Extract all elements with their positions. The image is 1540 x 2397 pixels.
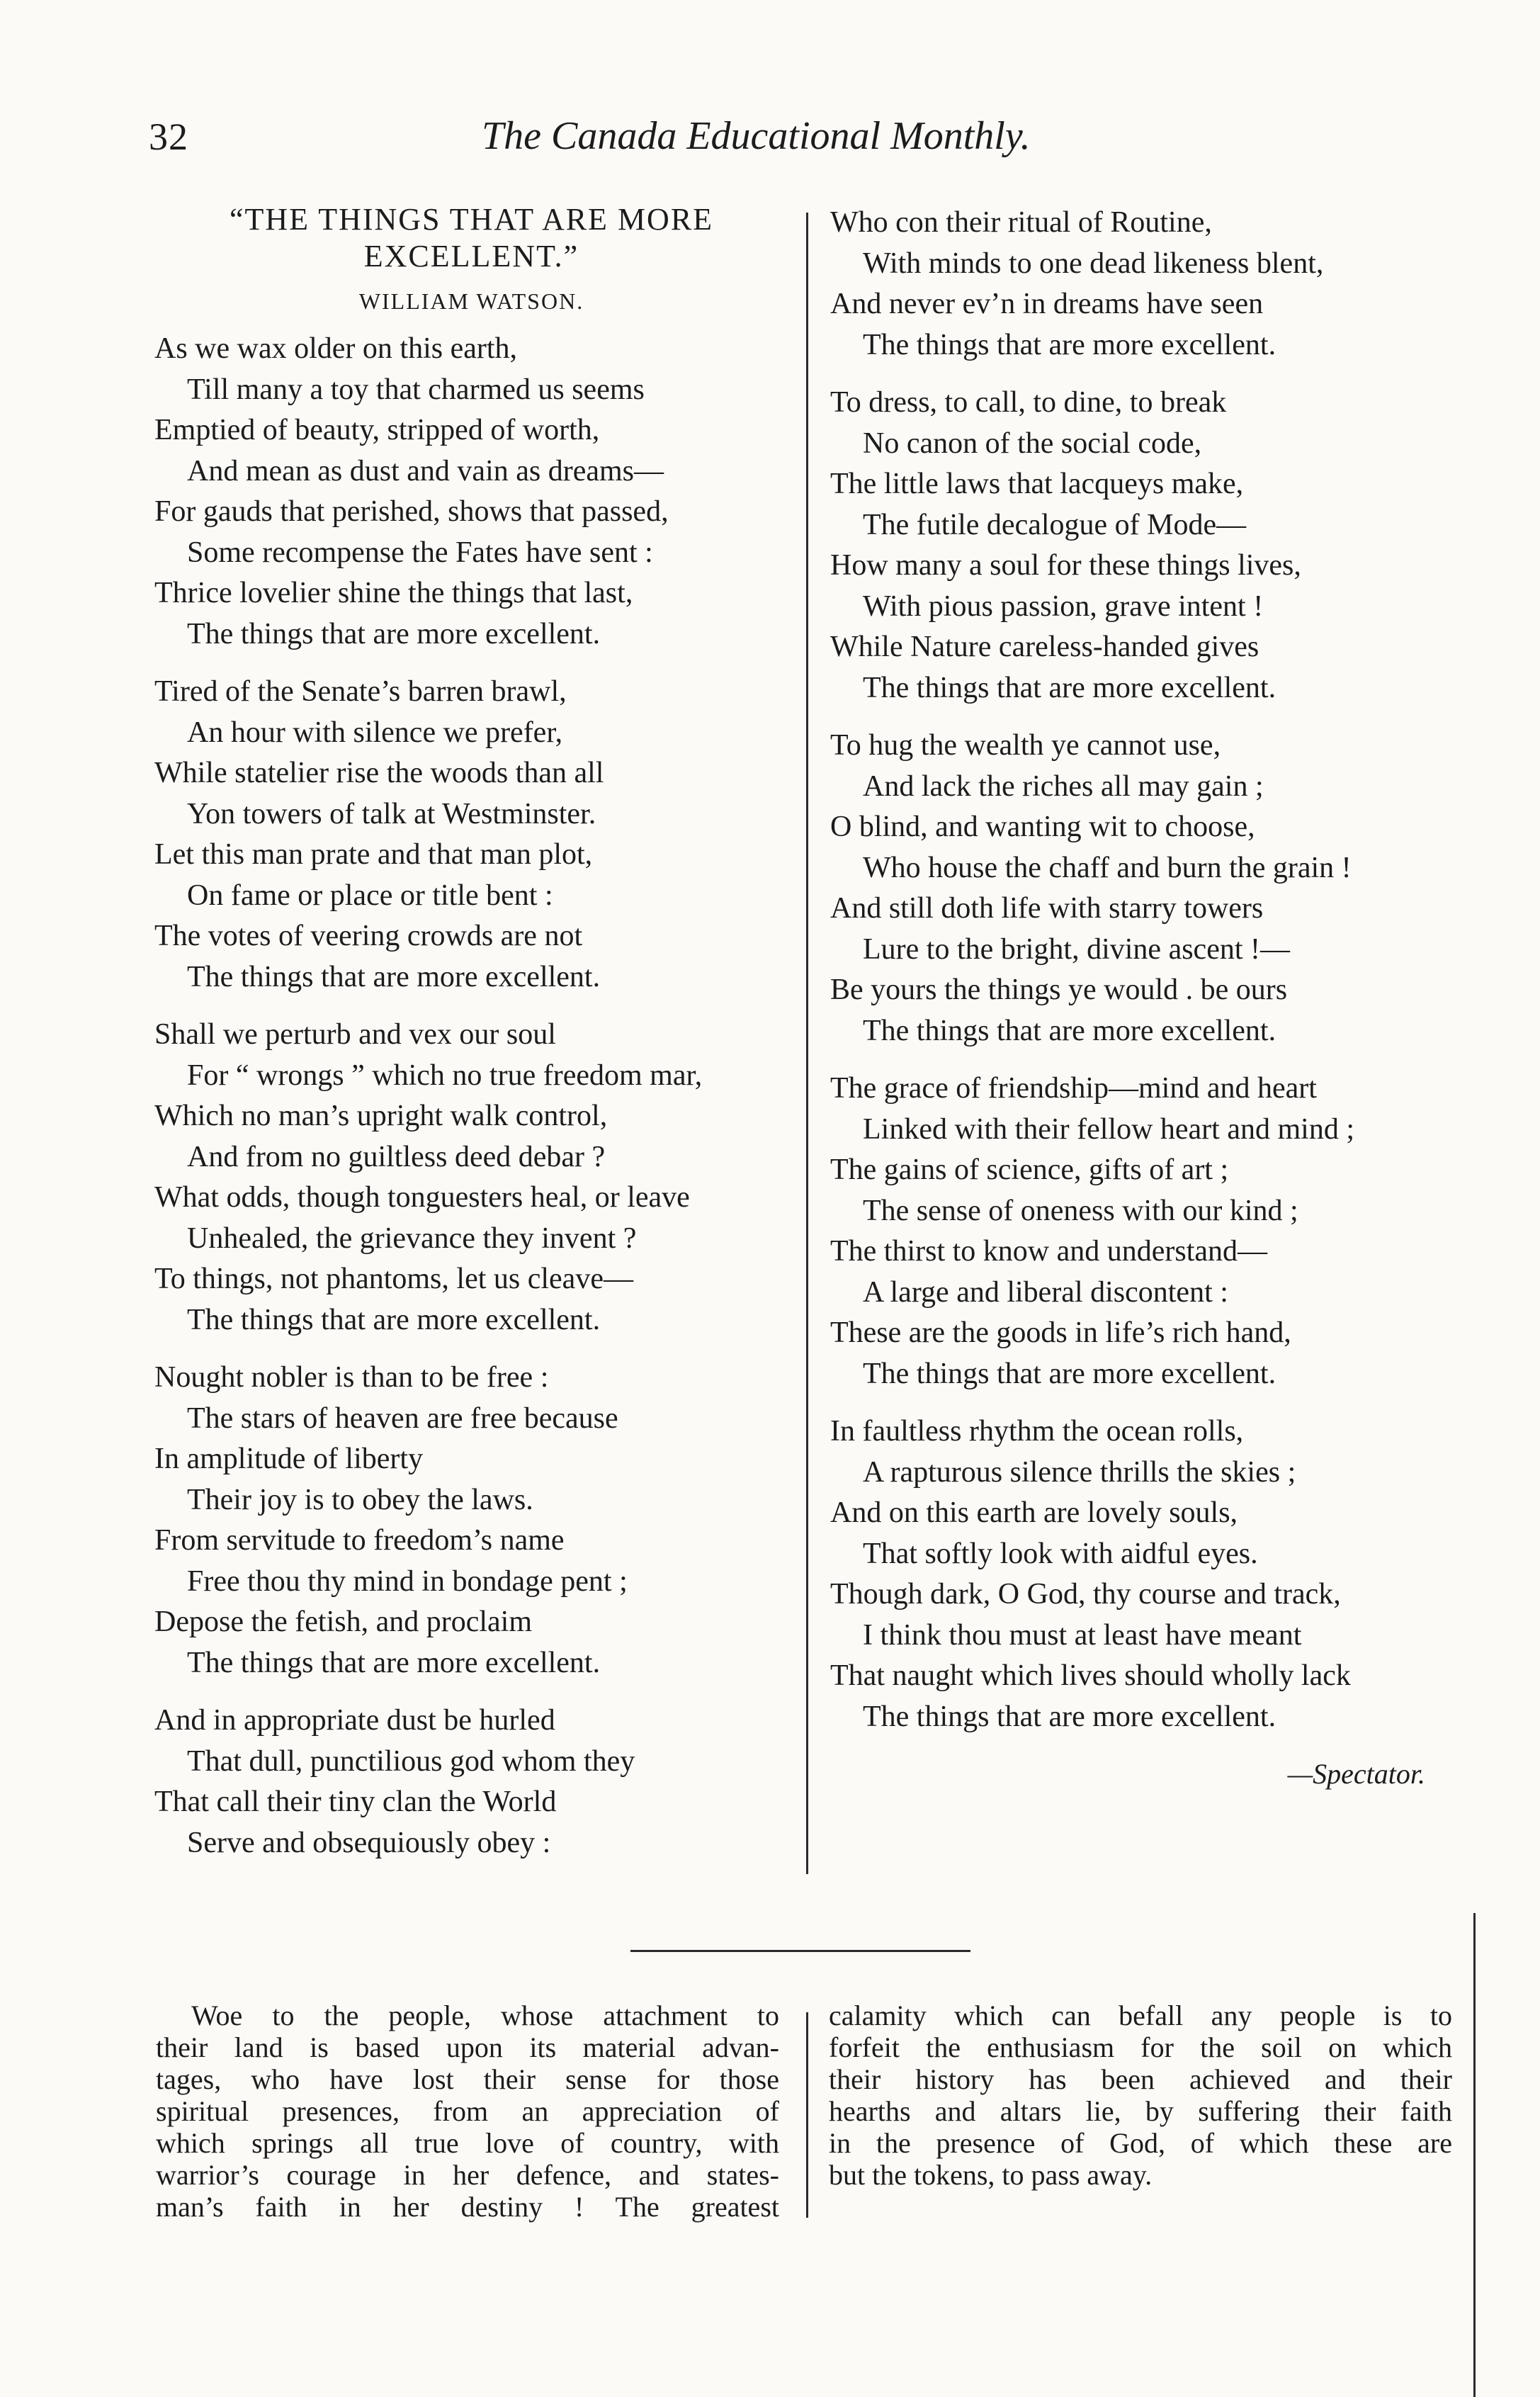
right-stanzas (830, 203, 1468, 1737)
poem-line: And still doth life with starry towers (830, 892, 1264, 925)
poem-line: Depose the fetish, and proclaim (154, 1606, 532, 1638)
poem-line: Till many a toy that charmed us seems (187, 373, 645, 406)
column-rule (806, 213, 808, 1874)
poem-line: That naught which lives should wholly lack (830, 1659, 1351, 1692)
stanza (830, 383, 1468, 709)
prose-line: calamity which can befall any people is to (829, 2000, 1452, 2031)
poem-line: To dress, to call, to dine, to break (830, 386, 1227, 419)
poem-line: The things that are more excellent. (863, 328, 1276, 361)
poem-line: I think thou must at least have meant (863, 1618, 1302, 1652)
poem-line: And from no guiltless deed debar ? (187, 1140, 606, 1173)
poem-line: The grace of friendship—mind and heart (830, 1072, 1317, 1105)
poem-line: What odds, though tonguesters heal, or leave (154, 1181, 690, 1214)
page-number: 32 (149, 115, 188, 158)
page-header (149, 106, 1480, 184)
poem-line: Though dark, O God, thy course and track, (830, 1578, 1341, 1611)
poem-line: And lack the riches all may gain ; (863, 769, 1264, 803)
poem-line: While statelier rise the woods than all (154, 757, 604, 789)
prose-line: spiritual presences, from an appreciation of (156, 2095, 779, 2127)
poem-line: And never ev’n in dreams have seen (830, 288, 1264, 320)
poem-line: Thrice lovelier shine the things that last, (154, 577, 633, 609)
poem-title-line-1: “THE THINGS THAT ARE MORE (229, 202, 714, 237)
poem-line: A large and liberal discontent : (863, 1275, 1228, 1309)
poem-line: Their joy is to obey the laws. (187, 1483, 533, 1516)
poem-line: The futile decalogue of Mode— (863, 508, 1247, 541)
stanza (830, 1068, 1468, 1394)
poem-line: Serve and obsequiously obey : (187, 1826, 551, 1859)
poem-line: In amplitude of liberty (154, 1443, 424, 1475)
poem-line: To things, not phantoms, let us cleave— (154, 1263, 633, 1295)
stanza (154, 1015, 788, 1341)
poem-line: Linked with their fellow heart and mind ; (863, 1112, 1354, 1146)
poem-line: And on this earth are lovely souls, (830, 1496, 1238, 1529)
stanza (154, 1358, 788, 1683)
poem-line: In faultless rhythm the ocean rolls, (830, 1415, 1244, 1448)
section-divider (630, 1950, 970, 1952)
left-stanzas (154, 329, 788, 1863)
poem-line: An hour with silence we prefer, (187, 716, 563, 749)
poem-left-column (154, 201, 788, 1880)
prose-line: hearths and altars lie, by suffering their faith (829, 2095, 1452, 2127)
stanza (830, 203, 1468, 366)
poem-line: Nought nobler is than to be free : (154, 1361, 549, 1394)
poem-right-column (830, 203, 1468, 1794)
poem-line: That softly look with aidful eyes. (863, 1537, 1258, 1570)
poem-title-line-2: EXCELLENT.” (363, 239, 579, 273)
prose-line: but the tokens, to pass away. (829, 2159, 1153, 2191)
poem-line: The sense of oneness with our kind ; (863, 1194, 1298, 1227)
poem-line: The things that are more excellent. (187, 1646, 601, 1679)
poem-line: From servitude to freedom’s name (154, 1524, 565, 1557)
poem-line: A rapturous silence thrills the skies ; (863, 1455, 1296, 1489)
poem-line: And mean as dust and vain as dreams— (187, 454, 664, 487)
running-title: The Canada Educational Monthly. (482, 114, 1031, 158)
poem-line: Which no man’s upright walk control, (154, 1100, 608, 1132)
prose-line: tages, who have lost their sense for those (156, 2063, 779, 2095)
poem-line: Tired of the Senate’s barren brawl, (154, 675, 567, 708)
poem-line: Lure to the bright, divine ascent !— (863, 932, 1290, 966)
prose-line: in the presence of God, of which these are (829, 2127, 1452, 2159)
poem-line: The stars of heaven are free because (187, 1401, 618, 1435)
poem-line: Shall we perturb and vex our soul (154, 1018, 556, 1051)
poem-line: With pious passion, grave intent ! (863, 590, 1264, 623)
poem-line: As we wax older on this earth, (154, 332, 518, 365)
poem-line: The things that are more excellent. (863, 671, 1276, 704)
poem-line: That dull, punctilious god whom they (187, 1744, 635, 1778)
prose-right-column (829, 2000, 1452, 2191)
poem-line: The little laws that lacqueys make, (830, 468, 1244, 500)
poem-line: The things that are more excellent. (187, 617, 601, 650)
poem-line: The things that are more excellent. (863, 1357, 1276, 1390)
poem-line: With minds to one dead likeness blent, (863, 247, 1324, 280)
prose-line: forfeit the enthusiasm for the soil on which (829, 2031, 1452, 2063)
poem-line: The things that are more excellent. (187, 960, 601, 993)
poem-line: Yon towers of talk at Westminster. (187, 797, 596, 830)
poem-line: Who house the chaff and burn the grain ! (863, 851, 1352, 884)
poem-line: No canon of the social code, (863, 427, 1202, 460)
poem-line: Unhealed, the grievance they invent ? (187, 1222, 637, 1255)
prose-line: their land is based upon its material advan- (156, 2031, 779, 2063)
poem-line: The votes of veering crowds are not (154, 920, 583, 952)
poem-line: Be yours the things ye would . be ours (830, 974, 1288, 1006)
poem-line: That call their tiny clan the World (154, 1786, 557, 1818)
stanza (830, 726, 1468, 1051)
page-edge-rule (1473, 1913, 1476, 2397)
poem-line: And in appropriate dust be hurled (154, 1704, 555, 1737)
prose-line: which springs all true love of country, with (156, 2127, 779, 2159)
poem-line: While Nature careless-handed gives (830, 631, 1259, 663)
prose-line: their history has been achieved and their (829, 2063, 1452, 2095)
poem-line: Free thou thy mind in bondage pent ; (187, 1564, 628, 1598)
prose-line: warrior’s courage in her defence, and states- (156, 2159, 779, 2191)
poem-attribution: —Spectator. (1287, 1758, 1425, 1790)
poem-line: Some recompense the Fates have sent : (187, 536, 653, 569)
poem-line: Emptied of beauty, stripped of worth, (154, 414, 600, 446)
prose-line: Woe to the people, whose attachment to (191, 2000, 779, 2031)
poem-line: The thirst to know and understand— (830, 1235, 1268, 1268)
prose-column-rule (806, 2012, 808, 2218)
stanza (154, 329, 788, 655)
stanza (154, 1701, 788, 1863)
prose-left-column (156, 2000, 779, 2223)
stanza (154, 672, 788, 998)
poem-line: The gains of science, gifts of art ; (830, 1154, 1229, 1186)
stanza (830, 1411, 1468, 1737)
prose-line: man’s faith in her destiny ! The greatest (156, 2191, 779, 2223)
poem-line: Let this man prate and that man plot, (154, 838, 593, 871)
poem-line: The things that are more excellent. (863, 1014, 1276, 1047)
poem-line: To hug the wealth ye cannot use, (830, 729, 1221, 762)
poem-line: On fame or place or title bent : (187, 879, 553, 912)
poem-line: For “ wrongs ” which no true freedom mar, (187, 1059, 703, 1092)
poem-line: The things that are more excellent. (187, 1303, 601, 1336)
poem-line: For gauds that perished, shows that passed, (154, 495, 669, 528)
poem-author: WILLIAM WATSON. (358, 288, 584, 314)
poem-line: Who con their ritual of Routine, (830, 206, 1212, 239)
poem-line: How many a soul for these things lives, (830, 549, 1301, 582)
poem-line: O blind, and wanting wit to choose, (830, 811, 1255, 843)
poem-line: The things that are more excellent. (863, 1700, 1276, 1733)
poem-line: These are the goods in life’s rich hand, (830, 1316, 1291, 1349)
